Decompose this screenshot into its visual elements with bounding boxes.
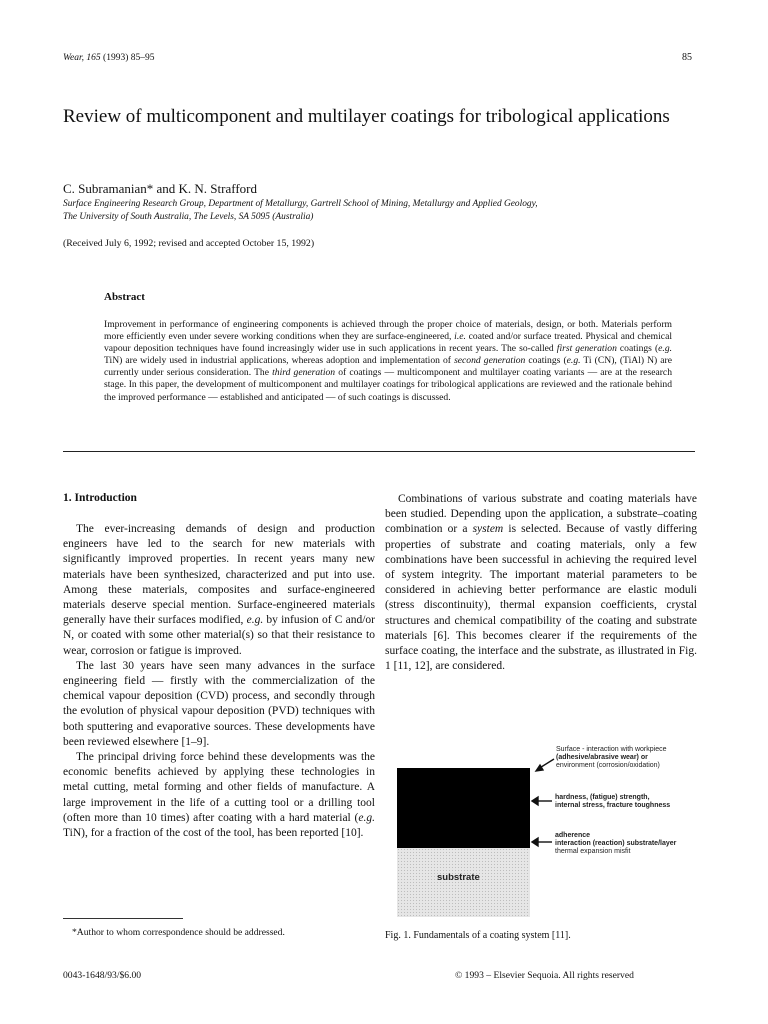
abstract-heading: Abstract (104, 291, 145, 303)
note-surface: Surface - interaction with workpiece (adhesive/abrasive wear) or environment (corrosion/oxidation) (556, 746, 667, 769)
abstract-divider (63, 451, 695, 452)
arrow-coating-icon (532, 797, 552, 805)
affiliation (63, 198, 723, 224)
journal-name: Wear, (63, 53, 85, 63)
copyright: © 1993 – Elsevier Sequoia. All rights reserved (455, 970, 634, 981)
note-coating: hardness, (fatigue) strength, internal stress, fracture toughness (555, 794, 671, 809)
journal-volume: 165 (86, 53, 101, 63)
column-right (385, 492, 697, 674)
journal-year-pages: (1993) 85–95 (103, 53, 155, 63)
note-interface: adherence interaction (reaction) substrate/layer thermal expansion misfit (555, 832, 677, 855)
intro-paragraph-3: The principal driving force behind these developments was the economic benefits achieved by applying these technologies in metal cutting, metal forming and other fields of manufacture. A large improvement in the life of a cutting tool or a drilling tool (often more than 10 times) after coating with a hard material (e.g. TiN), for a fraction of the cost of the tool, has been reported [10]. (63, 751, 375, 840)
arrow-interface-icon (532, 838, 552, 846)
footnote-divider (63, 918, 183, 919)
intro-paragraph-2: The last 30 years have seen many advances in the surface engineering field — firstly with the commercialization of the chemical vapour deposition (CVD) process, and secondly through the evolution of physical vapour deposition (PVD) techniques with both sputtering and evaporative sources. These developments have been reviewed elsewhere [1–9]. (63, 659, 375, 748)
section-heading-introduction: 1. Introduction (63, 492, 137, 504)
coating-layer-block (397, 768, 530, 848)
received-dates: (Received July 6, 1992; revised and accepted October 15, 1992) (63, 238, 315, 249)
affiliation-line-2: The University of South Australia, The Levels, SA 5095 (Australia) (63, 212, 314, 222)
figure-caption: Fig. 1. Fundamentals of a coating system [11]. (385, 930, 571, 941)
journal-citation (63, 53, 154, 63)
affiliation-line-1: Surface Engineering Research Group, Department of Metallurgy, Gartrell School of Mining, Metallurgy and Applied Geology, (63, 199, 538, 209)
substrate-label: substrate (437, 872, 480, 883)
col2-paragraph-1: Combinations of various substrate and coating materials have been studied. Depending upon the application, a substrate–coating combination or a system is selected. Because of vastly differing properties of substrate and coating materials, only a few combinations have been successful in achieving the required level of system integrity. The important material parameters to be considered in achieving better performance are elastic moduli (stress discontinuity), thermal expansion coefficients, crystal structures and chemical compatibility of the coating and substrate materials [6]. This becomes clearer if the requirements of the surface coating, the interface and the substrate, as illustrated in Fig. 1 [11, 12], are considered. (385, 493, 697, 673)
authors: C. Subramanian* and K. N. Strafford (63, 181, 258, 196)
page-number: 85 (682, 52, 692, 63)
abstract-text: Improvement in performance of engineering components is achieved through the proper choice of materials, design, or both. Materials perform more efficiently even under severe working conditions when they are surface-engineered, i.e. coated and/or surface treated. Physical and chemical vapour deposition techniques have found increasingly wider use in such applications in recent years. The so-called first generation coatings (e.g. TiN) are widely used in industrial applications, whereas adoption and implementation of second generation coatings (e.g. Ti (CN), (TiAl) N) are currently under serious consideration. The third generation of coatings — multicomponent and multilayer coating variants — are at the research stage. In this paper, the development of multicomponent and multilayer coatings for tribological applications are reviewed and the rationale behind the improved performance — established and anticipated — of such coatings is discussed. (104, 319, 673, 403)
column-left (63, 522, 375, 841)
arrow-surface-icon (536, 759, 554, 771)
paper-title: Review of multicomponent and multilayer coatings for tribological applications (63, 106, 670, 127)
article-code: 0043-1648/93/$6.00 (63, 970, 142, 981)
intro-paragraph-1: The ever-increasing demands of design and production engineers have led to the search for new materials with significantly improved properties. In recent years many new materials have been synthesized, characterized and put into use. Among these materials, composites and surface-engineered materials deserve special mention. Surface-engineered materials generally have their surfaces modified, e.g. by infusion of C and/or N, or coated with some other material(s) so that their resistance to wear, corrosion or fatigue is improved. (63, 523, 375, 657)
footnote: *Author to whom correspondence should be addressed. (72, 927, 285, 938)
